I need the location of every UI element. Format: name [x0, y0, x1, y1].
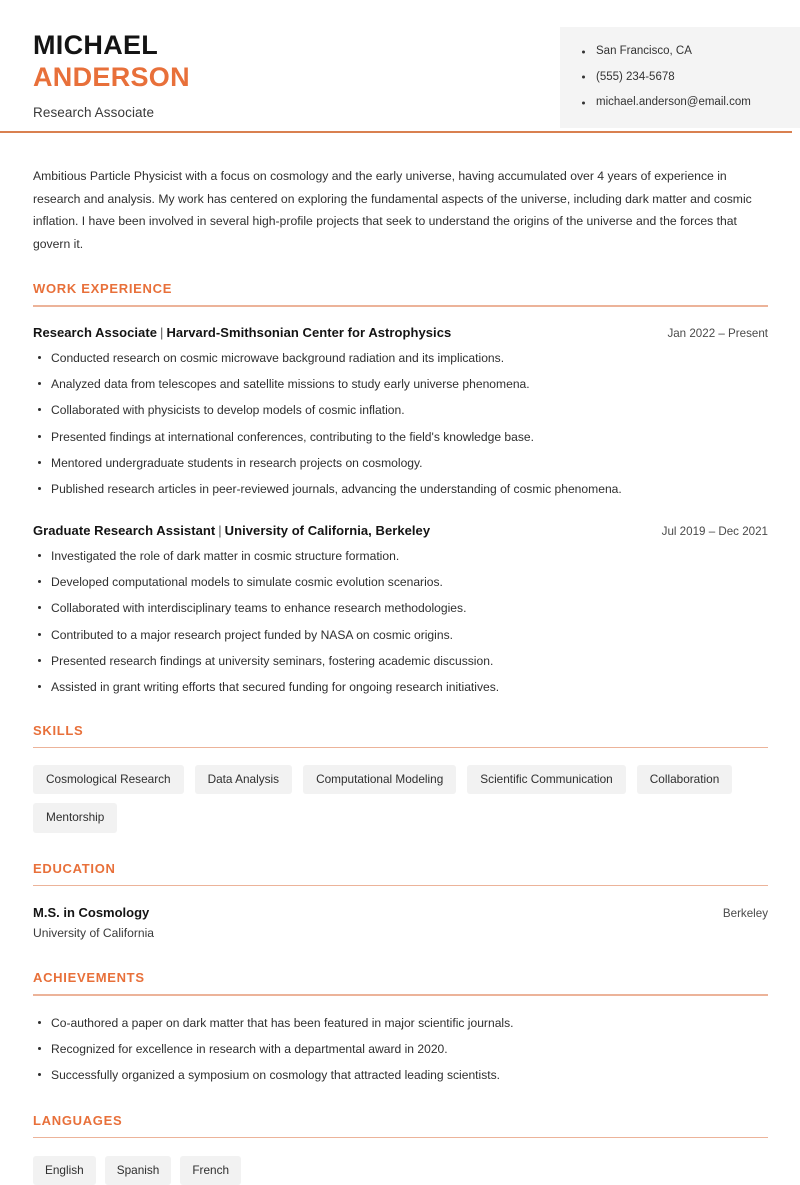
contact-location-value: San Francisco, CA	[596, 45, 692, 57]
skills-list	[33, 765, 773, 832]
section-skills	[33, 723, 768, 833]
experience-separator: |	[160, 324, 164, 340]
contact-phone[interactable]	[582, 65, 786, 91]
contact-box	[560, 27, 800, 128]
language-pill: French	[180, 1156, 241, 1185]
bullet-item: Conducted research on cosmic microwave background radiation and its implications.	[33, 350, 768, 366]
education-location: Berkeley	[722, 907, 768, 921]
experience-role: Graduate Research Assistant	[33, 522, 216, 538]
section-rule	[33, 1137, 768, 1139]
language-pill: Spanish	[105, 1156, 172, 1185]
experience-bullets	[33, 548, 768, 696]
skill-pill: Scientific Communication	[467, 765, 625, 794]
section-work-experience	[33, 281, 768, 695]
experience-date: Jul 2019 – Dec 2021	[661, 524, 768, 538]
experience-role: Research Associate	[33, 324, 157, 340]
experience-heading	[33, 523, 430, 538]
experience-organization: Harvard-Smithsonian Center for Astrophysics	[166, 324, 452, 340]
section-education	[33, 861, 768, 941]
bullet-item: Collaborated with physicists to develop models of cosmic inflation.	[33, 402, 768, 418]
experience-heading	[33, 325, 451, 340]
section-title-work-experience: WORK EXPERIENCE	[33, 281, 173, 297]
first-name: MICHAEL	[33, 30, 159, 60]
section-rule	[33, 747, 768, 749]
job-title: Research Associate	[33, 104, 155, 120]
bullet-item: Co-authored a paper on dark matter that has been featured in major scientific journals.	[33, 1015, 768, 1031]
contact-email[interactable]	[582, 90, 786, 116]
identity-block	[0, 27, 190, 120]
experience-entry	[33, 325, 768, 498]
experience-date: Jan 2022 – Present	[667, 326, 768, 340]
bullet-item: Collaborated with interdisciplinary teams to enhance research methodologies.	[33, 600, 768, 616]
skill-pill: Mentorship	[33, 803, 117, 832]
bullet-item: Assisted in grant writing efforts that secured funding for ongoing research initiatives.	[33, 679, 768, 695]
contact-phone-value: (555) 234-5678	[596, 70, 675, 83]
bullet-item: Analyzed data from telescopes and satellite missions to study early universe phenomena.	[33, 376, 768, 392]
skill-pill: Computational Modeling	[303, 765, 456, 794]
skill-pill: Data Analysis	[195, 765, 292, 794]
section-languages	[33, 1113, 768, 1185]
section-title-achievements: ACHIEVEMENTS	[33, 970, 145, 986]
experience-entry	[33, 523, 768, 696]
section-title-languages: LANGUAGES	[33, 1112, 123, 1128]
bullet-item: Recognized for excellence in research with a departmental award in 2020.	[33, 1041, 768, 1057]
achievements-list	[33, 1015, 768, 1084]
professional-summary: Ambitious Particle Physicist with a focus on cosmology and the early universe, having accumulated over 4 years of experience in research and analysis. My work has centered on exploring the fundamental aspects of the universe, including dark matter and cosmic inflation. I have been involved in several high-profile projects that seek to understand the origins of the universe and the forces that govern it.	[33, 169, 752, 251]
bullet-item: Developed computational models to simulate cosmic evolution scenarios.	[33, 574, 768, 590]
resume-header	[0, 0, 800, 131]
email-icon	[582, 101, 585, 104]
skill-pill: Collaboration	[637, 765, 733, 794]
location-icon	[582, 50, 585, 53]
bullet-item: Investigated the role of dark matter in cosmic structure formation.	[33, 548, 768, 564]
bullet-item: Presented research findings at university seminars, fostering academic discussion.	[33, 653, 768, 669]
skill-pill: Cosmological Research	[33, 765, 184, 794]
contact-email-value: michael.anderson@email.com	[596, 96, 751, 109]
section-achievements	[33, 970, 768, 1084]
education-school: University of California	[33, 926, 154, 941]
experience-separator: |	[218, 522, 222, 538]
bullet-item: Mentored undergraduate students in research projects on cosmology.	[33, 455, 768, 471]
bullet-item: Presented findings at international conferences, contributing to the field's knowledge base.	[33, 429, 768, 445]
experience-bullets	[33, 350, 768, 498]
education-entry	[33, 905, 768, 940]
last-name: ANDERSON	[33, 61, 190, 92]
education-degree: M.S. in Cosmology	[33, 905, 150, 921]
section-rule	[33, 305, 768, 307]
header-divider	[0, 131, 792, 133]
bullet-item: Contributed to a major research project funded by NASA on cosmic origins.	[33, 627, 768, 643]
section-rule	[33, 994, 768, 996]
section-title-skills: SKILLS	[33, 722, 84, 738]
language-pill: English	[33, 1156, 96, 1185]
bullet-item: Published research articles in peer-reviewed journals, advancing the understanding of cosmic phenomena.	[33, 481, 768, 497]
experience-organization: University of California, Berkeley	[224, 522, 431, 538]
section-title-education: EDUCATION	[33, 860, 116, 876]
phone-icon	[582, 76, 585, 79]
languages-list	[33, 1156, 773, 1185]
bullet-item: Successfully organized a symposium on cosmology that attracted leading scientists.	[33, 1067, 768, 1083]
contact-location[interactable]	[582, 39, 786, 65]
section-rule	[33, 885, 768, 887]
